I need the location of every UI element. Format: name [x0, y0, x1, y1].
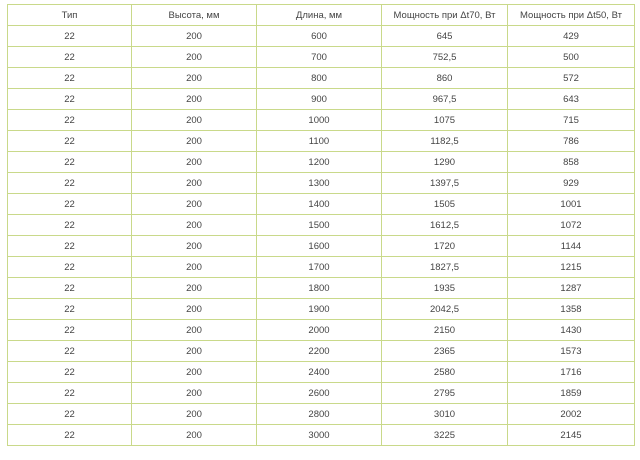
cell-power-dt70: 3010 [382, 404, 508, 425]
cell-height: 200 [132, 257, 257, 278]
cell-power-dt70: 2365 [382, 341, 508, 362]
cell-height: 200 [132, 341, 257, 362]
cell-length: 1900 [257, 299, 382, 320]
cell-type: 22 [8, 47, 132, 68]
cell-height: 200 [132, 152, 257, 173]
table-header [8, 5, 635, 26]
table-body [8, 26, 635, 446]
cell-length: 2200 [257, 341, 382, 362]
cell-length: 1400 [257, 194, 382, 215]
cell-power-dt70: 1935 [382, 278, 508, 299]
cell-type: 22 [8, 257, 132, 278]
cell-type: 22 [8, 26, 132, 47]
cell-power-dt70: 645 [382, 26, 508, 47]
cell-type: 22 [8, 299, 132, 320]
cell-type: 22 [8, 404, 132, 425]
cell-power-dt70: 1075 [382, 110, 508, 131]
table-row [8, 152, 635, 173]
cell-type: 22 [8, 194, 132, 215]
cell-power-dt70: 1827,5 [382, 257, 508, 278]
cell-length: 1000 [257, 110, 382, 131]
cell-power-dt50: 500 [508, 47, 635, 68]
cell-length: 2000 [257, 320, 382, 341]
cell-height: 200 [132, 236, 257, 257]
header-length: Длина, мм [257, 5, 382, 26]
cell-type: 22 [8, 362, 132, 383]
cell-length: 900 [257, 89, 382, 110]
table-row [8, 257, 635, 278]
cell-height: 200 [132, 173, 257, 194]
cell-power-dt50: 1716 [508, 362, 635, 383]
table-row [8, 110, 635, 131]
cell-power-dt70: 2042,5 [382, 299, 508, 320]
cell-power-dt50: 1144 [508, 236, 635, 257]
cell-power-dt50: 786 [508, 131, 635, 152]
cell-power-dt50: 1430 [508, 320, 635, 341]
cell-power-dt50: 858 [508, 152, 635, 173]
table-row [8, 278, 635, 299]
table-row [8, 173, 635, 194]
cell-height: 200 [132, 425, 257, 446]
cell-height: 200 [132, 131, 257, 152]
cell-length: 700 [257, 47, 382, 68]
cell-power-dt50: 1215 [508, 257, 635, 278]
cell-height: 200 [132, 299, 257, 320]
cell-length: 1200 [257, 152, 382, 173]
cell-power-dt50: 1573 [508, 341, 635, 362]
cell-type: 22 [8, 383, 132, 404]
cell-type: 22 [8, 320, 132, 341]
header-height: Высота, мм [132, 5, 257, 26]
radiator-spec-table [7, 4, 635, 446]
cell-power-dt70: 1505 [382, 194, 508, 215]
cell-type: 22 [8, 152, 132, 173]
cell-power-dt70: 2580 [382, 362, 508, 383]
cell-height: 200 [132, 362, 257, 383]
table-row [8, 341, 635, 362]
table-row [8, 47, 635, 68]
cell-power-dt50: 1001 [508, 194, 635, 215]
table-row [8, 362, 635, 383]
cell-length: 1600 [257, 236, 382, 257]
cell-length: 1800 [257, 278, 382, 299]
header-type: Тип [8, 5, 132, 26]
cell-type: 22 [8, 173, 132, 194]
cell-power-dt70: 2795 [382, 383, 508, 404]
cell-type: 22 [8, 341, 132, 362]
cell-power-dt50: 572 [508, 68, 635, 89]
table-row [8, 299, 635, 320]
cell-height: 200 [132, 110, 257, 131]
cell-power-dt70: 1182,5 [382, 131, 508, 152]
cell-power-dt50: 1072 [508, 215, 635, 236]
cell-length: 2600 [257, 383, 382, 404]
cell-power-dt70: 1612,5 [382, 215, 508, 236]
cell-height: 200 [132, 47, 257, 68]
cell-height: 200 [132, 26, 257, 47]
cell-length: 2400 [257, 362, 382, 383]
table-row [8, 236, 635, 257]
cell-length: 800 [257, 68, 382, 89]
header-power-dt70: Мощность при Δt70, Вт [382, 5, 508, 26]
table-row [8, 131, 635, 152]
cell-height: 200 [132, 320, 257, 341]
cell-power-dt70: 1290 [382, 152, 508, 173]
cell-power-dt70: 3225 [382, 425, 508, 446]
cell-height: 200 [132, 89, 257, 110]
cell-height: 200 [132, 383, 257, 404]
cell-power-dt50: 2145 [508, 425, 635, 446]
table-row [8, 383, 635, 404]
cell-type: 22 [8, 131, 132, 152]
cell-height: 200 [132, 194, 257, 215]
cell-length: 1500 [257, 215, 382, 236]
cell-length: 1700 [257, 257, 382, 278]
table-row [8, 89, 635, 110]
cell-power-dt50: 643 [508, 89, 635, 110]
table-row [8, 68, 635, 89]
table-row [8, 425, 635, 446]
cell-type: 22 [8, 425, 132, 446]
cell-power-dt70: 860 [382, 68, 508, 89]
table-row [8, 26, 635, 47]
cell-power-dt70: 1397,5 [382, 173, 508, 194]
cell-height: 200 [132, 215, 257, 236]
cell-power-dt50: 1859 [508, 383, 635, 404]
cell-power-dt70: 967,5 [382, 89, 508, 110]
cell-type: 22 [8, 68, 132, 89]
cell-height: 200 [132, 278, 257, 299]
header-power-dt50: Мощность при Δt50, Вт [508, 5, 635, 26]
cell-length: 1300 [257, 173, 382, 194]
cell-power-dt50: 1358 [508, 299, 635, 320]
cell-length: 1100 [257, 131, 382, 152]
cell-power-dt50: 1287 [508, 278, 635, 299]
table-row [8, 320, 635, 341]
cell-type: 22 [8, 236, 132, 257]
cell-power-dt50: 429 [508, 26, 635, 47]
cell-height: 200 [132, 404, 257, 425]
header-row [8, 5, 635, 26]
cell-height: 200 [132, 68, 257, 89]
cell-length: 3000 [257, 425, 382, 446]
cell-type: 22 [8, 110, 132, 131]
cell-power-dt70: 1720 [382, 236, 508, 257]
cell-power-dt70: 2150 [382, 320, 508, 341]
cell-length: 2800 [257, 404, 382, 425]
table-row [8, 404, 635, 425]
cell-power-dt70: 752,5 [382, 47, 508, 68]
cell-power-dt50: 2002 [508, 404, 635, 425]
cell-power-dt50: 929 [508, 173, 635, 194]
cell-length: 600 [257, 26, 382, 47]
cell-power-dt50: 715 [508, 110, 635, 131]
cell-type: 22 [8, 89, 132, 110]
cell-type: 22 [8, 278, 132, 299]
cell-type: 22 [8, 215, 132, 236]
table-row [8, 215, 635, 236]
table-row [8, 194, 635, 215]
